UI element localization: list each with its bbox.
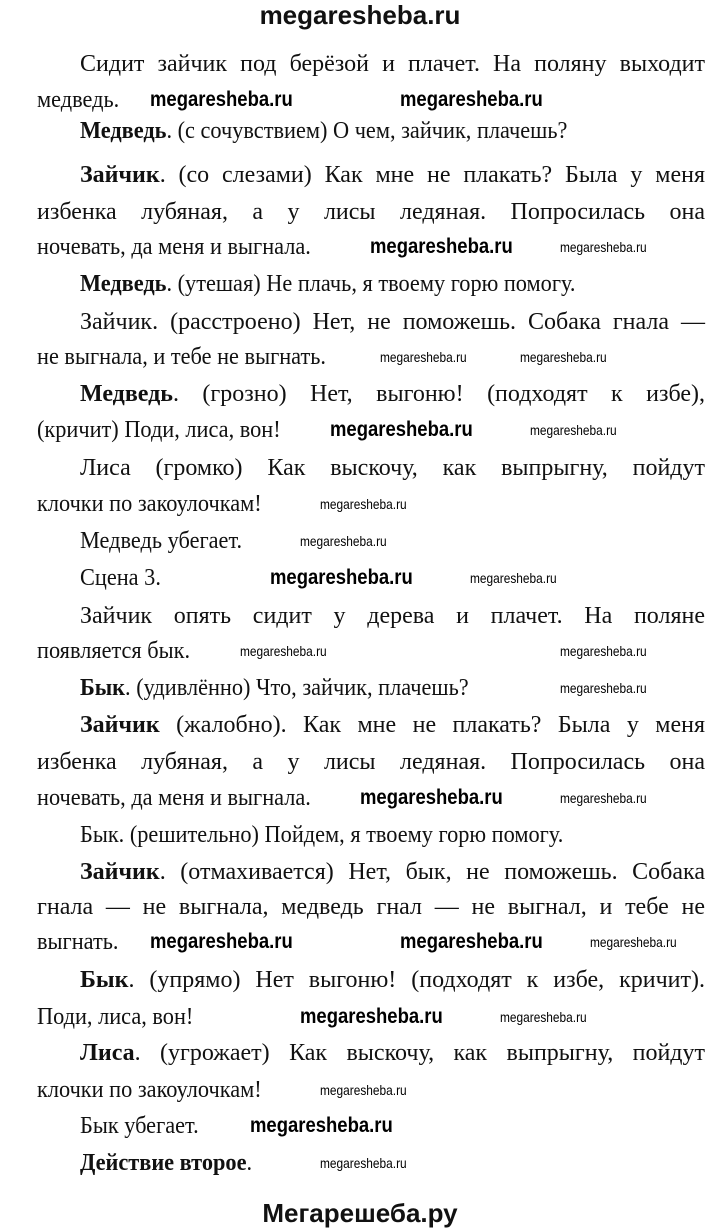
line-text: . (грозно) Нет, выгоню! (подходят к избе),	[172, 381, 705, 407]
watermark: megaresheba.ru	[370, 235, 513, 258]
speaker-name: Медведь	[80, 118, 167, 144]
line-text: ночевать, да меня и выгнала.	[37, 785, 311, 811]
watermark: megaresheba.ru	[320, 1155, 407, 1171]
text-line	[80, 674, 469, 702]
site-header-watermark: megaresheba.ru	[259, 0, 461, 30]
text-line	[80, 1112, 199, 1140]
line-text: Зайчик. (расстроено) Нет, не поможешь. Собака гнала —	[80, 309, 705, 335]
speaker-name: Медведь	[80, 271, 167, 297]
text-line	[37, 637, 190, 665]
line-text: . (угрожает) Как выскочу, как выпрыгну, пойдут	[134, 1040, 705, 1066]
watermark: megaresheba.ru	[530, 422, 617, 438]
text-line	[37, 784, 311, 812]
line-text: Поди, лиса, вон!	[37, 1004, 194, 1030]
text-line	[37, 928, 118, 956]
line-text: появляется бык.	[37, 638, 191, 664]
watermark: megaresheba.ru	[400, 930, 543, 953]
line-text: медведь.	[37, 87, 120, 113]
speaker-name: Зайчик	[80, 859, 160, 885]
watermark: megaresheba.ru	[150, 930, 293, 953]
text-line	[37, 1003, 193, 1031]
watermark: megaresheba.ru	[300, 533, 387, 549]
text-line	[37, 198, 705, 226]
text-line	[37, 416, 281, 444]
watermark: megaresheba.ru	[320, 1082, 407, 1098]
text-line	[80, 966, 705, 994]
line-text: . (удивлённо) Что, зайчик, плачешь?	[125, 675, 469, 701]
text-line	[80, 564, 161, 592]
text-line	[37, 490, 262, 518]
watermark: megaresheba.ru	[560, 680, 647, 696]
line-text: Сцена 3.	[80, 565, 161, 591]
site-footer-watermark: Мегарешеба.ру	[262, 1198, 458, 1228]
line-text: . (упрямо) Нет выгоню! (подходят к избе, кричит).	[128, 967, 705, 993]
watermark: megaresheba.ru	[400, 88, 543, 111]
line-text: Бык убегает.	[80, 1113, 199, 1139]
line-text: Бык. (решительно) Пойдем, я твоему горю помогу.	[80, 822, 564, 848]
line-text: Медведь убегает.	[80, 528, 243, 554]
speaker-name: Зайчик	[80, 162, 160, 188]
line-text: выгнать.	[37, 929, 119, 955]
text-line	[37, 86, 119, 114]
text-line	[80, 454, 705, 482]
watermark: megaresheba.ru	[240, 643, 327, 659]
text-line	[80, 821, 563, 849]
watermark: megaresheba.ru	[560, 239, 647, 255]
line-text: не выгнала, и тебе не выгнать.	[37, 344, 327, 370]
text-line	[80, 1039, 705, 1067]
watermark: megaresheba.ru	[250, 1114, 393, 1137]
line-text: Лиса (громко) Как выскочу, как выпрыгну, пойдут	[80, 455, 705, 481]
text-line	[80, 527, 242, 555]
speaker-name: Бык	[80, 675, 126, 701]
line-text: . (с сочувствием) О чем, зайчик, плачешь?	[166, 118, 568, 144]
line-text: клочки по закоулочкам!	[37, 1077, 262, 1103]
text-line	[37, 893, 705, 921]
line-text: клочки по закоулочкам!	[37, 491, 262, 517]
watermark: megaresheba.ru	[560, 643, 647, 659]
text-line	[80, 380, 705, 408]
text-line	[37, 233, 311, 261]
line-text: . (со слезами) Как мне не плакать? Была у меня	[159, 162, 705, 188]
text-line	[80, 117, 567, 145]
line-text: . (отмахивается) Нет, бык, не поможешь. Собака	[159, 859, 705, 885]
text-line	[37, 1076, 262, 1104]
line-text: ночевать, да меня и выгнала.	[37, 234, 311, 260]
watermark: megaresheba.ru	[270, 566, 413, 589]
line-text: Зайчик опять сидит у дерева и плачет. На поляне	[80, 603, 705, 629]
speaker-name: Зайчик	[80, 712, 160, 738]
watermark: megaresheba.ru	[320, 496, 407, 512]
watermark: megaresheba.ru	[330, 418, 473, 441]
text-line	[37, 343, 326, 371]
text-line	[80, 711, 705, 739]
watermark: megaresheba.ru	[590, 934, 677, 950]
watermark: megaresheba.ru	[150, 88, 293, 111]
text-line	[80, 1149, 252, 1177]
watermark: megaresheba.ru	[520, 349, 607, 365]
watermark: megaresheba.ru	[500, 1009, 587, 1025]
line-text: (кричит) Поди, лиса, вон!	[37, 417, 281, 443]
line-text: избенка лубяная, а у лисы ледяная. Попросилась она	[37, 749, 705, 775]
line-text: гнала — не выгнала, медведь гнал — не выгнал, и тебе не	[37, 894, 705, 920]
watermark: megaresheba.ru	[380, 349, 467, 365]
watermark: megaresheba.ru	[560, 790, 647, 806]
text-line	[80, 161, 705, 189]
text-line	[80, 858, 705, 886]
line-text: .	[246, 1150, 253, 1176]
watermark: megaresheba.ru	[470, 570, 557, 586]
line-text: (жалобно). Как мне не плакать? Была у меня	[159, 712, 705, 738]
text-line	[80, 270, 575, 298]
speaker-name: Медведь	[80, 381, 173, 407]
watermark: megaresheba.ru	[300, 1005, 443, 1028]
line-text: избенка лубяная, а у лисы ледяная. Попросилась она	[37, 199, 705, 225]
text-line	[80, 602, 705, 630]
speaker-name: Действие второе	[80, 1150, 247, 1176]
watermark: megaresheba.ru	[360, 786, 503, 809]
speaker-name: Лиса	[80, 1040, 135, 1066]
text-line	[80, 308, 705, 336]
line-text: . (утешая) Не плачь, я твоему горю помогу.	[166, 271, 576, 297]
speaker-name: Бык	[80, 967, 129, 993]
text-line	[80, 50, 705, 78]
line-text: Сидит зайчик под берёзой и плачет. На поляну выходит	[80, 51, 705, 77]
text-line	[37, 748, 705, 776]
